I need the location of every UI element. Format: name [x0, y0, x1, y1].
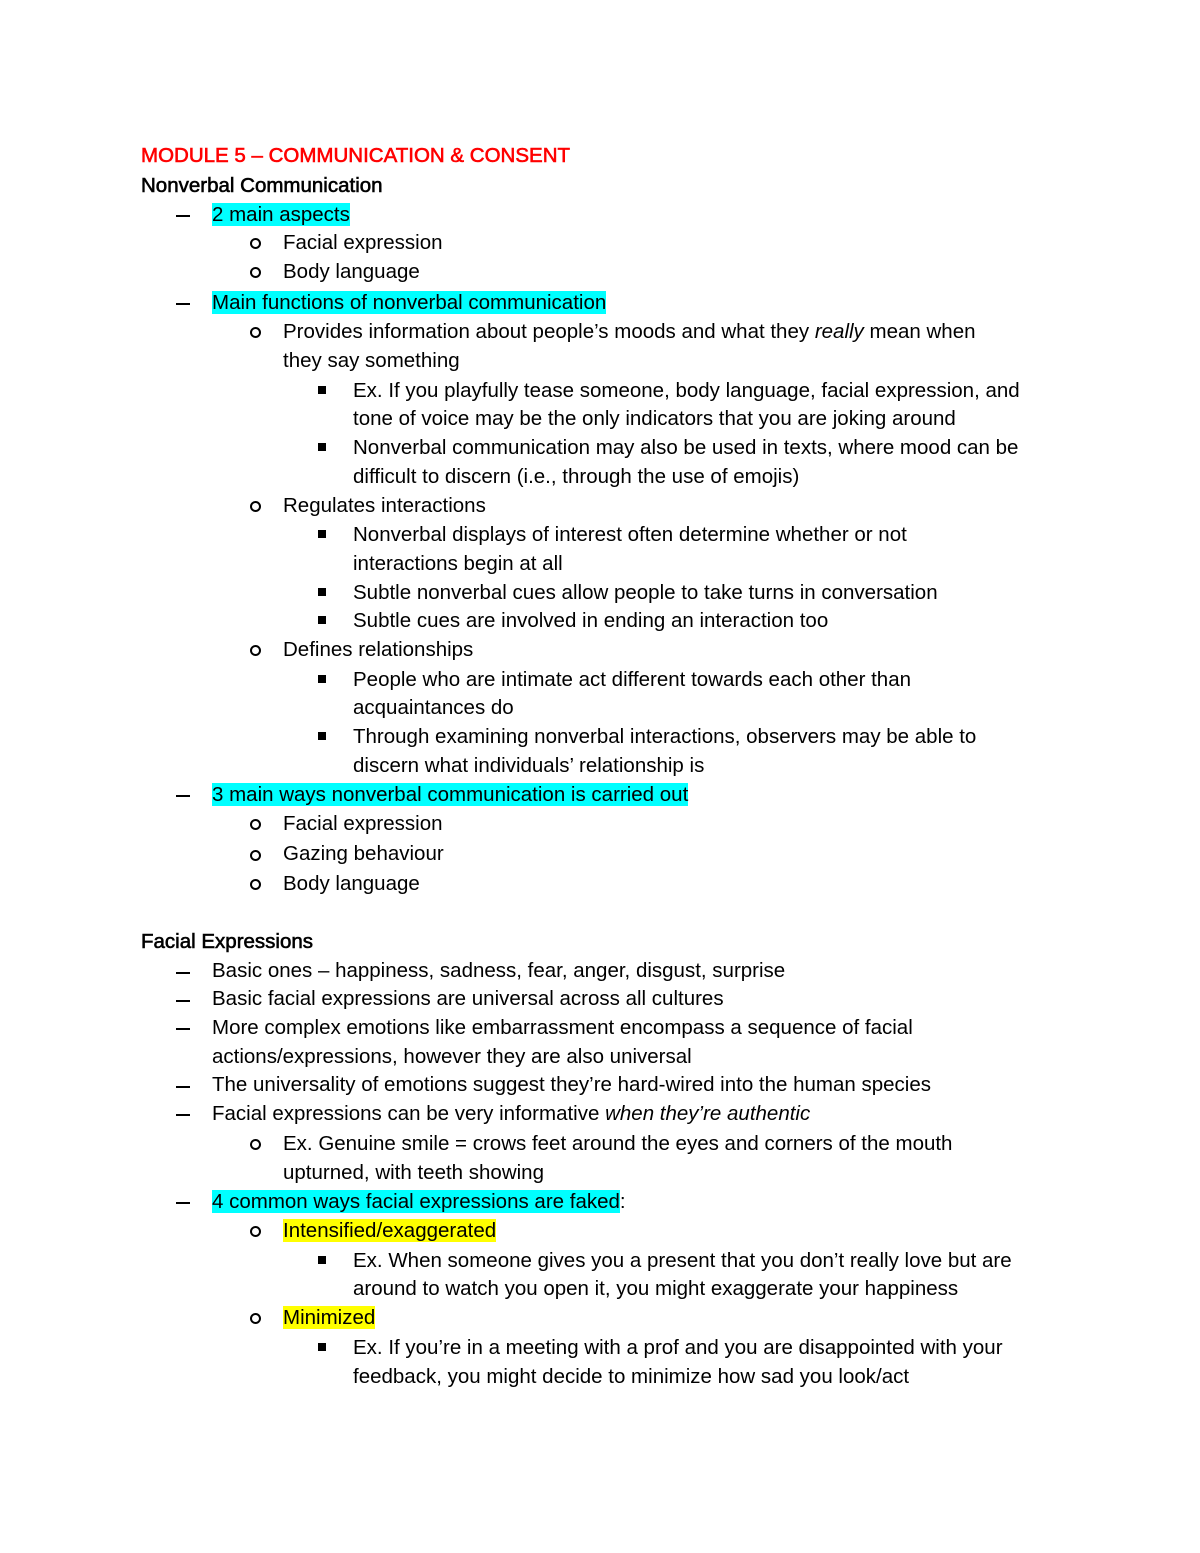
highlight: Minimized [283, 1306, 376, 1329]
highlight: 4 common ways facial expressions are faked [212, 1190, 620, 1213]
list-item: Subtle nonverbal cues allow people to take turns in conversation [353, 581, 938, 604]
list-item: Gazing behaviour [283, 842, 444, 865]
list-item-continuation: around to watch you open it, you might exaggerate your happiness [353, 1277, 959, 1300]
list-item: The universality of emotions suggest they’re hard-wired into the human species [212, 1073, 932, 1096]
list-item: Subtle cues are involved in ending an interaction too [353, 609, 829, 632]
list-item-continuation: difficult to discern (i.e., through the use of emojis) [353, 465, 800, 488]
list-item: Body language [283, 260, 420, 283]
list-item: Ex. Genuine smile = crows feet around the eyes and corners of the mouth [283, 1132, 953, 1155]
square-bullet [318, 530, 326, 538]
dash-bullet [176, 1114, 190, 1116]
list-item: Ex. When someone gives you a present that you don’t really love but are [353, 1249, 1012, 1272]
section-heading-nonverbal: Nonverbal Communication [141, 174, 383, 197]
module-title: MODULE 5 – COMMUNICATION & CONSENT [141, 144, 571, 167]
square-bullet [318, 386, 326, 394]
circle-bullet [250, 1313, 261, 1324]
dash-bullet [176, 1086, 190, 1088]
highlight: 3 main ways nonverbal communication is carried out [212, 783, 689, 806]
list-item: Facial expression [283, 231, 443, 254]
list-item: Regulates interactions [283, 494, 486, 517]
list-item-continuation: actions/expressions, however they are also universal [212, 1045, 692, 1068]
circle-bullet [250, 819, 261, 830]
section-heading-facial: Facial Expressions [141, 930, 314, 953]
list-item: Ex. If you’re in a meeting with a prof and you are disappointed with your [353, 1336, 1003, 1359]
text-segment: Facial expressions can be very informative [212, 1102, 606, 1125]
highlight: 2 main aspects [212, 203, 350, 226]
list-item: Nonverbal displays of interest often determine whether or not [353, 523, 907, 546]
list-item-intensified [283, 1217, 496, 1245]
list-item-provides [283, 318, 976, 346]
list-item-continuation: interactions begin at all [353, 552, 563, 575]
square-bullet [318, 588, 326, 596]
list-item-informative [212, 1100, 810, 1128]
list-item: Through examining nonverbal interactions, observers may be able to [353, 725, 977, 748]
square-bullet [318, 675, 326, 683]
list-item: Basic ones – happiness, sadness, fear, anger, disgust, surprise [212, 959, 786, 982]
circle-bullet [250, 1226, 261, 1237]
circle-bullet [250, 850, 261, 861]
list-item-continuation: upturned, with teeth showing [283, 1161, 544, 1184]
square-bullet [318, 443, 326, 451]
square-bullet [318, 732, 326, 740]
list-item-functions [212, 289, 606, 317]
dash-bullet [176, 1000, 190, 1002]
dash-bullet [176, 1202, 190, 1204]
list-item-continuation: acquaintances do [353, 696, 514, 719]
dash-bullet [176, 303, 190, 305]
circle-bullet [250, 501, 261, 512]
list-item: People who are intimate act different towards each other than [353, 668, 912, 691]
dash-bullet [176, 215, 190, 217]
circle-bullet [250, 267, 261, 278]
text-segment: Provides information about people’s moods and what they [283, 320, 815, 343]
text-segment: : [619, 1190, 626, 1213]
circle-bullet [250, 238, 261, 249]
text-segment: mean when [863, 320, 976, 343]
list-item: Nonverbal communication may also be used in texts, where mood can be [353, 436, 1019, 459]
dash-bullet [176, 1028, 190, 1030]
list-item-continuation: tone of voice may be the only indicators that you are joking around [353, 407, 956, 430]
square-bullet [318, 1343, 326, 1351]
emphasis: really [814, 320, 864, 343]
square-bullet [318, 1256, 326, 1264]
dash-bullet [176, 795, 190, 797]
highlight: Intensified/exaggerated [283, 1219, 497, 1242]
list-item-continuation: discern what individuals’ relationship is [353, 754, 705, 777]
circle-bullet [250, 327, 261, 338]
square-bullet [318, 616, 326, 624]
list-item: Body language [283, 872, 420, 895]
list-item-faked [212, 1188, 626, 1216]
list-item-minimized [283, 1304, 375, 1332]
list-item-continuation: feedback, you might decide to minimize how sad you look/act [353, 1365, 910, 1388]
list-item-continuation: they say something [283, 349, 460, 372]
list-item-aspects [212, 201, 350, 229]
circle-bullet [250, 645, 261, 656]
dash-bullet [176, 972, 190, 974]
emphasis: when they’re authentic [605, 1102, 811, 1125]
circle-bullet [250, 879, 261, 890]
list-item: More complex emotions like embarrassment encompass a sequence of facial [212, 1016, 913, 1039]
circle-bullet [250, 1139, 261, 1150]
list-item: Facial expression [283, 812, 443, 835]
list-item: Defines relationships [283, 638, 474, 661]
highlight: Main functions of nonverbal communication [212, 291, 607, 314]
list-item: Ex. If you playfully tease someone, body language, facial expression, and [353, 379, 1020, 402]
list-item-ways [212, 781, 688, 809]
list-item: Basic facial expressions are universal across all cultures [212, 987, 724, 1010]
